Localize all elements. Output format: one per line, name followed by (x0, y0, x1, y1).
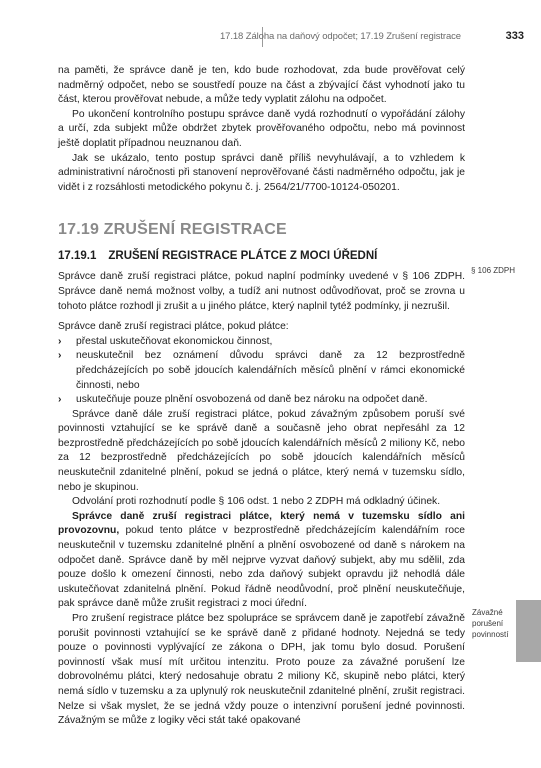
paragraph-4: Odvolání proti rozhodnutí podle § 106 odst. 1 nebo 2 ZDPH má odkladný účinek. (72, 496, 441, 508)
margin-note-reference: § 106 ZDPH (471, 266, 516, 275)
chevron-right-icon: › (58, 335, 62, 347)
subsection-title: ZRUŠENÍ REGISTRACE PLÁTCE Z MOCI ÚŘEDNÍ (108, 250, 378, 263)
intro-paragraph-2: Po ukončení kontrolního postupu správce daně vydá rozhodnutí o vypořádání zálohy a určí, zda subjekt může obdržet zbytek prověřovaného odpočtu, nebo má povinnost ještě doplatit případnou neuznanou daň. (58, 108, 465, 149)
paragraph-5-text: pokud tento plátce v bezprostředně předcházejícím kalendářním roce neuskutečnil v tuzemsku zdanitelné plnění a plnění osvobozené od daně s nárokem na odpočet daně. Správce daně by měl nejprve vyzvat daňový subjekt, aby mu sdělil, zda pouze došlo k omezení činnosti, nebo zda daňový subjekt opravdu již nehodlá dále uskutečňovat zdanitelná plnění. Pokud řádně neodůvodní, proč plnění neuskutečňuje, pak správce daně může zrušit registraci z moci úřední. (58, 525, 465, 610)
subsection-number: 17.19.1 (58, 250, 97, 263)
paragraph-5-emphasis: Správce daně zruší registraci plátce, který nemá v tuzemsku sídlo ani provozovnu, (58, 510, 465, 537)
page-number: 333 (505, 30, 524, 42)
paragraph-2: Správce daně zruší registraci plátce, pokud plátce: (58, 321, 289, 333)
paragraph-1: Správce daně zruší registraci plátce, pokud naplní podmínky uvedené v § 106 ZDPH. Správce daně nemá možnost volby, a tudíž ani nutnost odůvodňovat, proč se zrovna u tohoto plátce rozhodl ji zrušit a u jiného plátce, který naplnil tytéž podmínky, ji nezrušil. (58, 271, 465, 312)
list-item: › neuskutečnil bez oznámení důvodu správci daně za 12 bezprostředně předcházejících po sobě jdoucích kalendářních měsíců plnění v rámci ekonomické činnosti, nebo (58, 350, 465, 391)
paragraph-6: Pro zrušení registrace plátce bez spolupráce se správcem daně je zapotřebí závažně porušit povinnosti vztahující se ke správě daně z přidané hodnoty. Nejedná se tedy pouze o povinnosti vyplývající ze zákona o DPH, jak tomu bylo dosud. Porušení povinností však musí mít určitou intenzitu. Proto pouze za závažné porušení lze dobrovolnému plátci, který nedosahuje obratu 2 miliony Kč, skupině nebo plátci, který nemá sídlo v tuzemsku a za uplynulý rok neuskutečnil zdanitelné plnění, zrušit registraci. Nelze si však myslet, že se jedná vždy pouze o intenzivní porušení jedné povinnosti. Závažným se může z logiky věci stát také opakované (58, 613, 465, 727)
condition-list (58, 335, 465, 408)
chevron-right-icon: › (58, 350, 62, 362)
intro-paragraph-1: na paměti, že správce daně je ten, kdo bude rozhodovat, zda bude prověřovat celý nadměrný odpočet, nebo se soustředí pouze na část a zbývající část vyhodnotí jako tu část, kterou prověřovat nebude, a může tedy vyplatit zálohu na odpočet. (58, 65, 465, 106)
margin-note-topic: Závažné porušení povinností (472, 608, 509, 639)
chevron-right-icon: › (58, 394, 62, 406)
subsection-heading (58, 249, 465, 264)
main-text-column (58, 64, 465, 729)
page-header (0, 0, 541, 58)
section-heading: 17.19 ZRUŠENÍ REGISTRACE (58, 221, 287, 239)
list-item: › uskutečňuje pouze plnění osvobozená od daně bez nároku na odpočet daně. (58, 393, 465, 408)
list-item: › přestal uskutečňovat ekonomickou činnost, (58, 335, 465, 350)
running-header-title: 17.18 Záloha na daňový odpočet; 17.19 Zrušení registrace (219, 31, 461, 42)
paragraph-5 (58, 510, 465, 612)
paragraph-3: Správce daně dále zruší registraci plátce, pokud závažným způsobem poruší své povinnosti vztahující se ke správě daně a současně jeho obrat nepřesáhl za 12 bezprostředně předcházejících po sobě jdoucích kalendářních měsíců 2 miliony Kč, nebo za 12 bezprostředně předcházejících po sobě jdoucích kalendářních měsíců neuskutečnil zdanitelné plnění, pokud se jedná o plátce, který nemá v tuzemsku sídlo, nebo je skupinou. (58, 408, 465, 493)
intro-paragraph-3: Jak se ukázalo, tento postup správci daně příliš nevyhulávají, a to vzhledem k administrativní náročnosti při stanovení neprověřované části nadměrného odpočtu, jak je vidět i z rozsáhlosti metodického pokynu č. j. 2564/21/7700-10124-050201. (58, 152, 465, 193)
chapter-thumb-tab (516, 600, 541, 662)
